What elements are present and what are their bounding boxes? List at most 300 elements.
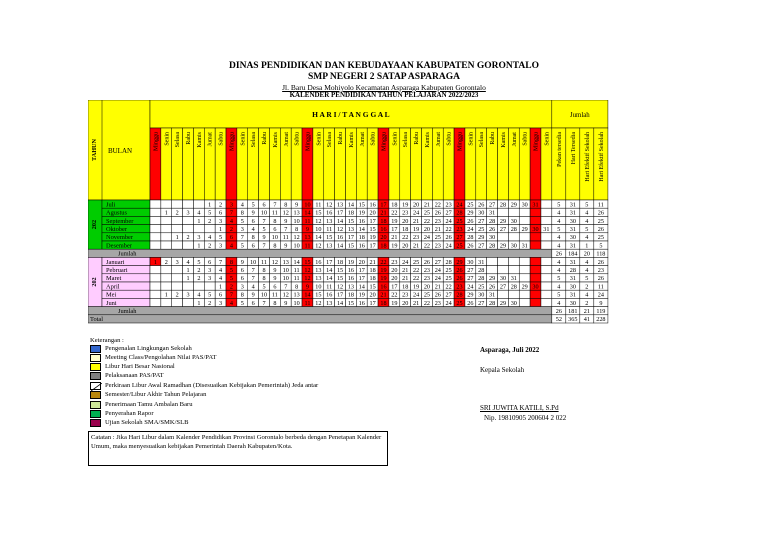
month-name: April [106,283,120,291]
day-number: 22 [445,283,452,291]
day-cell [193,200,204,208]
day-number: 30 [488,234,496,242]
month-name: Mei [106,291,117,299]
legend-label: Pengenalan Lingkungan Sekolah [105,345,192,352]
day-number: 27 [478,242,485,250]
jumlah-row [88,315,552,323]
jumlah-label: Jumlah [118,308,137,315]
day-number: 15 [347,217,355,225]
jumlah-label: Total [90,316,104,324]
day-number: 27 [456,234,463,242]
day-number: 30 [532,283,539,291]
day-number: 31 [488,209,496,217]
day-number: 6 [240,267,244,274]
day-number: 22 [391,209,398,217]
day-cell [519,216,530,224]
day-cell [150,216,161,224]
day-number: 27 [445,291,452,299]
day-cell [150,233,161,241]
day-number: 26 [434,209,441,217]
day-number: 12 [315,299,322,307]
day-number: 24 [445,242,452,250]
day-number: 17 [391,226,398,233]
day-cell [508,208,519,216]
day-number: 19 [358,291,365,299]
day-number: 23 [402,209,409,217]
day-name: Senin [468,132,475,146]
day-number: 14 [304,291,311,299]
day-number: 25 [456,217,463,225]
day-number: 31 [478,258,485,266]
day-number: 8 [273,299,277,307]
day-number: 5 [219,234,223,242]
day-number: 11 [326,283,333,291]
day-number: 21 [412,299,420,307]
day-number: 21 [380,209,387,217]
summary-value: 5 [599,242,603,250]
day-number: 16 [315,258,322,266]
day-cell [150,208,161,216]
day-cell [161,216,172,224]
day-number: 3 [219,242,223,250]
day-number: 14 [358,283,365,291]
day-number: 7 [240,234,244,242]
summary-value: 26 [597,258,604,266]
day-number: 3 [186,291,190,299]
day-number: 19 [391,299,398,307]
summary-value: 4 [585,291,589,299]
day-number: 19 [347,258,355,266]
day-number: 21 [369,258,376,266]
day-number: 7 [284,226,288,233]
day-number: 10 [250,258,257,266]
day-name: Rabu [262,132,269,145]
day-number: 25 [478,283,485,291]
day-number: 10 [293,217,300,225]
day-number: 13 [326,299,333,307]
day-number: 6 [262,201,266,209]
day-name: Kamis [272,132,279,148]
day-cell [541,282,552,290]
day-number: 4 [251,283,255,291]
day-number: 17 [380,201,387,209]
day-number: 5 [229,275,233,283]
day-cell [519,274,530,282]
day-number: 1 [219,283,223,291]
day-number: 5 [262,283,266,291]
day-number: 23 [412,234,420,242]
summary-value: 119 [596,308,606,315]
day-number: 10 [293,242,300,250]
summary-value: 4 [557,258,561,266]
month-name: Maret [106,275,122,283]
day-number: 22 [423,242,431,250]
day-number: 22 [445,226,452,233]
summary-value: 9 [599,299,603,307]
day-name: Minggu [381,132,388,152]
day-number: 12 [304,275,311,283]
day-number: 9 [273,267,277,274]
summary-col-name: Pekan tersedia [556,132,563,167]
day-cell [183,298,194,306]
day-cell [541,257,552,265]
summary-value: 2 [585,283,589,291]
day-cell [508,257,519,265]
day-number: 17 [326,258,333,266]
day-number: 12 [315,217,322,225]
day-cell [193,282,204,290]
summary-value: 4 [557,234,561,242]
month-name: November [106,234,133,242]
day-number: 19 [369,234,376,242]
day-number: 2 [175,291,179,299]
day-name: Selasa [251,132,258,148]
day-number: 23 [445,201,452,209]
day-number: 14 [293,258,300,266]
day-number: 6 [273,226,277,233]
day-number: 22 [391,291,398,299]
day-number: 23 [423,267,431,274]
summary-value: 2 [585,299,589,307]
day-number: 23 [434,217,441,225]
day-name: Minggu [533,132,540,152]
day-cell [150,200,161,208]
day-number: 14 [315,234,322,242]
hari-tanggal-label: H A R I / T A N G G A L [312,110,390,119]
day-name: Sabtu [370,132,377,146]
day-number: 31 [488,291,496,299]
day-number: 9 [251,291,255,299]
day-number: 30 [478,291,485,299]
day-cell [508,233,519,241]
day-cell [204,282,215,290]
day-number: 5 [240,242,244,250]
day-number: 8 [251,234,255,242]
summary-value: 228 [596,316,606,324]
summary-value: 118 [596,250,606,258]
day-number: 12 [271,258,278,266]
day-number: 15 [347,299,355,307]
day-number: 18 [358,234,365,242]
day-number: 16 [336,234,344,242]
day-number: 28 [478,275,485,283]
day-cell [183,241,194,249]
day-number: 7 [251,267,255,274]
day-number: 18 [380,299,387,307]
day-number: 23 [434,242,441,250]
day-number: 23 [434,299,441,307]
day-cell [487,257,498,265]
day-cell [161,200,172,208]
day-cell [541,266,552,274]
day-number: 11 [293,267,300,274]
day-number: 26 [456,275,463,283]
day-number: 7 [229,291,233,299]
day-number: 8 [295,283,299,291]
day-cell [183,200,194,208]
day-number: 12 [304,267,311,274]
day-cell [172,241,183,249]
day-name: Senin [392,132,399,146]
day-number: 5 [240,299,244,307]
day-number: 26 [488,226,496,233]
day-number: 18 [369,267,376,274]
day-number: 18 [347,209,355,217]
bulan-label: BULAN [107,147,133,155]
day-number: 25 [423,291,431,299]
day-cell [172,225,183,233]
day-number: 5 [240,217,244,225]
day-number: 9 [305,283,310,291]
day-number: 20 [423,226,431,233]
day-cell [541,290,552,298]
day-number: 28 [478,267,485,274]
day-number: 21 [434,283,441,291]
day-cell [161,233,172,241]
day-number: 9 [295,201,299,209]
day-number: 9 [284,242,288,250]
summary-value: 20 [583,250,590,258]
day-number: 5 [197,258,201,266]
legend-label: Penyerahan Rapor [105,410,154,417]
day-number: 25 [445,275,452,283]
day-number: 11 [304,299,311,307]
day-number: 10 [315,283,322,291]
day-number: 3 [229,201,233,209]
day-cell [530,241,541,249]
day-name: Jumat [359,132,366,147]
day-number: 16 [380,226,387,233]
day-number: 8 [229,258,233,266]
day-number: 26 [467,242,474,250]
day-number: 24 [434,267,441,274]
day-number: 13 [326,242,333,250]
summary-value: 11 [597,283,604,291]
day-number: 12 [315,242,322,250]
day-number: 11 [282,234,289,242]
day-number: 14 [326,275,333,283]
month-name: September [106,217,134,225]
day-number: 22 [423,217,431,225]
summary-value: 26 [597,209,604,217]
day-name: Senin [316,132,323,146]
day-number: 16 [358,242,365,250]
day-number: 24 [412,209,420,217]
jumlah-row [88,249,552,257]
day-number: 15 [347,242,355,250]
day-cell [193,225,204,233]
legend-note: Catatan : Jika Hari Libur dalam Kalender Pendidikan Provinsi Gorontalo berbeda dengan Penetapan Kalender Umum, maka menyesuaikan kebijakan Pemerintah Daerah Kabupaten/Kota. [88,431,388,466]
day-number: 2 [186,234,190,242]
day-number: 8 [273,217,277,225]
legend-label: Pelaksanaan PAS/PAT [105,372,164,379]
day-cell [519,233,530,241]
day-number: 20 [402,217,409,225]
day-number: 8 [295,226,299,233]
day-number: 25 [445,267,452,274]
day-number: 1 [175,234,179,242]
day-number: 12 [282,209,289,217]
day-number: 13 [293,209,300,217]
day-cell [150,241,161,249]
day-cell [150,225,161,233]
day-name: Rabu [490,132,497,145]
summary-value: 4 [557,217,561,225]
day-number: 1 [208,201,212,209]
day-number: 17 [391,283,398,291]
day-number: 6 [240,275,244,283]
summary-value: 24 [597,291,604,299]
summary-value: 25 [597,217,604,225]
day-number: 16 [326,209,333,217]
day-number: 25 [434,234,441,242]
day-number: 3 [240,226,244,233]
day-number: 28 [456,209,463,217]
day-number: 4 [197,209,201,217]
legend-swatch [90,382,101,390]
day-number: 30 [532,226,539,233]
day-name: Selasa [403,132,410,148]
day-number: 15 [315,209,322,217]
day-name: Jumat [435,132,442,147]
day-number: 7 [262,217,266,225]
day-number: 22 [434,201,441,209]
day-number: 4 [219,275,223,283]
day-number: 1 [197,299,201,307]
day-number: 22 [412,267,420,274]
day-number: 16 [369,201,376,209]
day-number: 5 [208,209,212,217]
day-number: 27 [488,201,496,209]
day-number: 8 [240,291,244,299]
day-cell [519,257,530,265]
day-number: 20 [423,283,431,291]
legend-title: Keterangan : [90,337,124,344]
day-name: Minggu [457,132,464,152]
day-number: 30 [467,258,474,266]
day-cell [508,266,519,274]
day-number: 21 [380,291,387,299]
day-cell [204,225,215,233]
day-number: 16 [358,299,365,307]
summary-value: 31 [569,275,576,283]
day-number: 1 [164,291,168,299]
day-number: 16 [380,283,387,291]
day-name: Sabtu [446,132,453,146]
day-cell [541,208,552,216]
day-number: 10 [282,275,289,283]
day-number: 11 [304,242,311,250]
day-number: 25 [423,209,431,217]
day-number: 13 [315,275,322,283]
day-name: Selasa [327,132,334,148]
day-number: 5 [208,291,212,299]
day-number: 17 [347,234,355,242]
day-number: 21 [412,217,420,225]
legend [88,337,388,467]
day-name: Rabu [414,132,421,145]
day-number: 28 [499,201,507,209]
summary-value: 26 [555,250,562,258]
day-number: 1 [197,217,201,225]
day-number: 7 [219,258,223,266]
day-name: Minggu [229,132,236,152]
day-cell [541,216,552,224]
day-number: 2 [208,299,212,307]
day-number: 4 [186,258,190,266]
day-cell [541,241,552,249]
legend-swatch [90,354,101,362]
summary-value: 26 [555,308,562,315]
day-name: Minggu [153,132,160,152]
day-number: 15 [369,226,376,233]
day-cell [498,208,509,216]
day-number: 12 [336,226,344,233]
day-number: 6 [251,242,255,250]
day-number: 27 [499,226,507,233]
day-number: 11 [293,275,300,283]
day-cell [530,233,541,241]
calendar-grid [88,100,637,335]
legend-swatch [90,419,101,427]
day-cell [183,216,194,224]
day-number: 11 [271,291,278,299]
day-cell [519,298,530,306]
day-number: 6 [229,234,233,242]
summary-value: 31 [569,291,576,299]
day-cell [150,298,161,306]
day-number: 29 [488,275,496,283]
day-number: 20 [369,291,376,299]
day-number: 9 [262,234,266,242]
day-cell [150,282,161,290]
day-number: 29 [499,242,507,250]
day-number: 17 [336,291,344,299]
day-cell [161,241,172,249]
header-line-2: SMP NEGERI 2 SATAP ASPARAGA [307,72,461,82]
day-number: 18 [369,275,376,283]
summary-value: 4 [557,242,561,250]
day-number: 25 [456,299,463,307]
day-number: 27 [467,267,474,274]
day-number: 26 [488,283,496,291]
day-number: 13 [326,217,333,225]
day-name: Kamis [500,132,507,148]
day-number: 23 [402,291,409,299]
day-number: 8 [273,242,277,250]
day-number: 16 [347,267,355,274]
day-number: 2 [208,242,212,250]
day-cell [519,290,530,298]
day-number: 16 [326,291,333,299]
day-cell [487,266,498,274]
day-number: 10 [260,291,268,299]
legend-label: Penerimaan Tamu Ambalan Baru [105,401,193,408]
day-number: 26 [456,267,463,274]
day-number: 11 [326,226,333,233]
month-name: Oktober [106,226,127,233]
summary-value: 4 [557,299,561,307]
summary-col-name: Hari Efektif Sekolah [584,132,591,182]
summary-value: 23 [597,267,604,274]
summary-value: 4 [557,209,561,217]
day-number: 21 [402,267,409,274]
day-number: 15 [336,275,344,283]
day-number: 20 [402,299,409,307]
summary-value: 31 [569,209,576,217]
day-number: 6 [251,217,255,225]
day-number: 20 [369,209,376,217]
